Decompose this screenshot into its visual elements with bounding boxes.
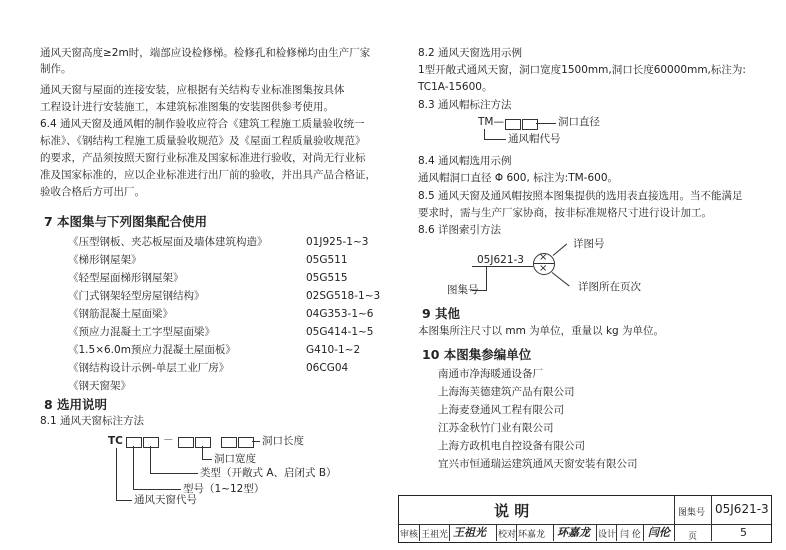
check-name: 环嘉龙: [518, 530, 546, 540]
intro-line: 标准》、《钢结构工程施工质量验收规范》及《屋面工程质量验收规范》: [40, 135, 366, 147]
section-9-heading: 9 其他: [422, 306, 461, 321]
leader-model-v: [133, 446, 134, 489]
leader-detail: [553, 244, 567, 256]
section-8-2-text: 1型开敞式通风天窗，洞口宽度1500mm,洞口长度60000mm,标注为:: [418, 64, 746, 76]
type-box: [143, 437, 159, 448]
leader-model-h: [133, 489, 181, 490]
leader-tm-h: [484, 139, 506, 140]
intro-line: 6.4 通风天窗及通风帽的制作验收应符合《建筑工程施工质量验收统一: [40, 118, 365, 130]
section-8-5-text: 8.5 通风天窗及通风帽按照本图集提供的选用表直接选用。当不能满足: [418, 190, 743, 202]
review-name: 王祖光: [421, 530, 449, 540]
label-model: 型号（1~12型）: [183, 483, 265, 495]
unit-item: 上海方政机电自控设备有限公司: [438, 440, 585, 452]
length-box-1: [221, 437, 237, 448]
label-width: 洞口宽度: [214, 453, 256, 465]
index-mark-lower: ×: [539, 263, 548, 274]
intro-line: 通风天窗高度≥2m时，端部应设检修梯。检修孔和检修梯均由生产厂家: [40, 47, 371, 59]
title-block-vline: [674, 495, 675, 541]
label-dia: 洞口直径: [558, 116, 600, 128]
atlas-code: 06CG04: [306, 362, 349, 374]
drawing-sheet: [16, 8, 770, 542]
sig-divider: [419, 524, 420, 541]
leader-tm-v: [484, 129, 485, 139]
section-8-1-heading: 8.1 通风天窗标注方法: [40, 415, 145, 427]
design-signature: 闫伦: [648, 526, 670, 539]
leader-dia: [536, 123, 556, 124]
section-8-3-heading: 8.3 通风帽标注方法: [418, 99, 512, 111]
leader-length: [252, 441, 260, 442]
intro-line: 通风天窗与屋面的连接安装，应根据有关结构专业标准图集按具体: [40, 84, 345, 96]
sig-divider: [449, 524, 450, 541]
page-number: 5: [740, 526, 747, 539]
atlas-name: 《梯形钢屋架》: [68, 254, 142, 266]
sig-divider: [516, 524, 517, 541]
label-type: 类型（开敞式 A、启闭式 B）: [200, 467, 337, 479]
atlas-code: 01J925-1~3: [306, 236, 369, 248]
section-8-heading: 8 选用说明: [44, 397, 108, 412]
leader-type-h: [150, 473, 198, 474]
unit-item: 南通市净海暖通设备厂: [438, 368, 543, 380]
atlas-name: 《门式钢架轻型房屋钢结构》: [68, 290, 205, 302]
leader-page: [552, 272, 570, 286]
length-box-2: [238, 437, 254, 448]
section-7-heading: 7 本图集与下列图集配合使用: [44, 214, 208, 229]
leader-atlas-v: [486, 266, 487, 290]
intro-line: 的要求，产品须按照天窗行业标准及国家标准进行验收，对尚无行业标: [40, 152, 366, 164]
tc-code: TC: [108, 435, 123, 447]
label-length: 洞口长度: [262, 435, 304, 447]
page-label: 页: [688, 532, 698, 542]
section-8-2-text: TC1A-15600。: [418, 81, 493, 93]
section-8-2-heading: 8.2 通风天窗选用示例: [418, 47, 523, 59]
atlas-code: G410-1~2: [306, 344, 361, 356]
atlas-code: 05G414-1~5: [306, 326, 374, 338]
section-8-6-heading: 8.6 详图索引方法: [418, 224, 502, 236]
leader-type-v: [150, 446, 151, 473]
label-tm-code: 通风帽代号: [508, 133, 561, 145]
unit-item: 宜兴市恒通瑞运建筑通风天窗安装有限公司: [438, 458, 638, 470]
tm-code: TM—: [478, 116, 504, 128]
intro-line: 准及国家标准的，应以企业标准进行出厂前的验收，并出具产品合格证，: [40, 169, 376, 181]
width-box-2: [195, 437, 211, 448]
model-box: [126, 437, 142, 448]
atlas-code: 04G353-1~6: [306, 308, 374, 320]
atlas-name: 《钢天窗架》: [68, 380, 131, 392]
atlas-name: 《钢结构设计示例-单层工业厂房》: [68, 362, 230, 374]
index-mark-upper: ×: [539, 252, 548, 263]
title-block-vline: [711, 495, 712, 541]
check-label: 校对: [498, 530, 517, 540]
intro-line: 制作。: [40, 63, 72, 75]
leader-code-v: [116, 448, 117, 500]
leader-code-h: [116, 500, 132, 501]
section-8-4-heading: 8.4 通风帽选用示例: [418, 155, 512, 167]
label-page: 详图所在页次: [578, 281, 641, 293]
section-8-4-text: 通风帽洞口直径 Φ 600, 标注为:TM-600。: [418, 172, 618, 184]
label-atlas: 图集号: [447, 284, 479, 296]
atlas-no-label: 图集号: [678, 508, 706, 518]
section-8-5-text: 要求时，需与生产厂家协商，按非标准规格尺寸进行设计加工。: [418, 207, 712, 219]
atlas-code: 05G515: [306, 272, 348, 284]
design-name: 闫 伦: [620, 530, 641, 540]
atlas-code: 02SG518-1~3: [306, 290, 381, 302]
width-box-1: [178, 437, 194, 448]
unit-item: 江苏金秋竹门业有限公司: [438, 422, 554, 434]
dia-box-2: [522, 119, 538, 130]
intro-line: 验收合格后方可出厂。: [40, 186, 145, 198]
atlas-name: 《轻型屋面梯形钢屋架》: [68, 272, 184, 284]
section-10-heading: 10 本图集参编单位: [422, 347, 532, 362]
atlas-name: 《压型钢板、夹芯板屋面及墙体建筑构造》: [68, 236, 268, 248]
drawing-title: 说 明: [494, 502, 530, 520]
index-atlas-underline: [472, 266, 533, 267]
atlas-name: 《钢筋混凝土屋面梁》: [68, 308, 173, 320]
intro-line: 工程设计进行安装施工，本建筑标准图集的安装图供参考使用。: [40, 101, 334, 113]
sig-divider: [643, 524, 644, 541]
atlas-no-value: 05J621-3: [715, 502, 769, 516]
unit-item: 上海麦登通风工程有限公司: [438, 404, 564, 416]
sig-divider: [596, 524, 597, 541]
design-label: 设计: [598, 530, 617, 540]
sig-divider: [553, 524, 554, 541]
sig-divider: [496, 524, 497, 541]
unit-item: 上海海芙德建筑产品有限公司: [438, 386, 575, 398]
review-label: 审核: [400, 530, 419, 540]
dash: －: [163, 434, 174, 446]
atlas-name: 《1.5×6.0m预应力混凝土屋面板》: [68, 344, 236, 356]
leader-width-h: [202, 459, 212, 460]
dia-box-1: [505, 119, 521, 130]
section-9-text: 本图集所注尺寸以 mm 为单位，重量以 kg 为单位。: [418, 325, 665, 337]
label-code: 通风天窗代号: [134, 494, 197, 506]
check-signature: 环嘉龙: [557, 526, 590, 539]
sig-divider: [616, 524, 617, 541]
atlas-name: 《预应力混凝土工字型屋面梁》: [68, 326, 215, 338]
review-signature: 王祖光: [453, 526, 486, 539]
leader-width-v: [202, 446, 203, 459]
atlas-code: 05G511: [306, 254, 348, 266]
label-detail: 详图号: [573, 238, 605, 250]
index-atlas-number: 05J621-3: [477, 254, 524, 266]
